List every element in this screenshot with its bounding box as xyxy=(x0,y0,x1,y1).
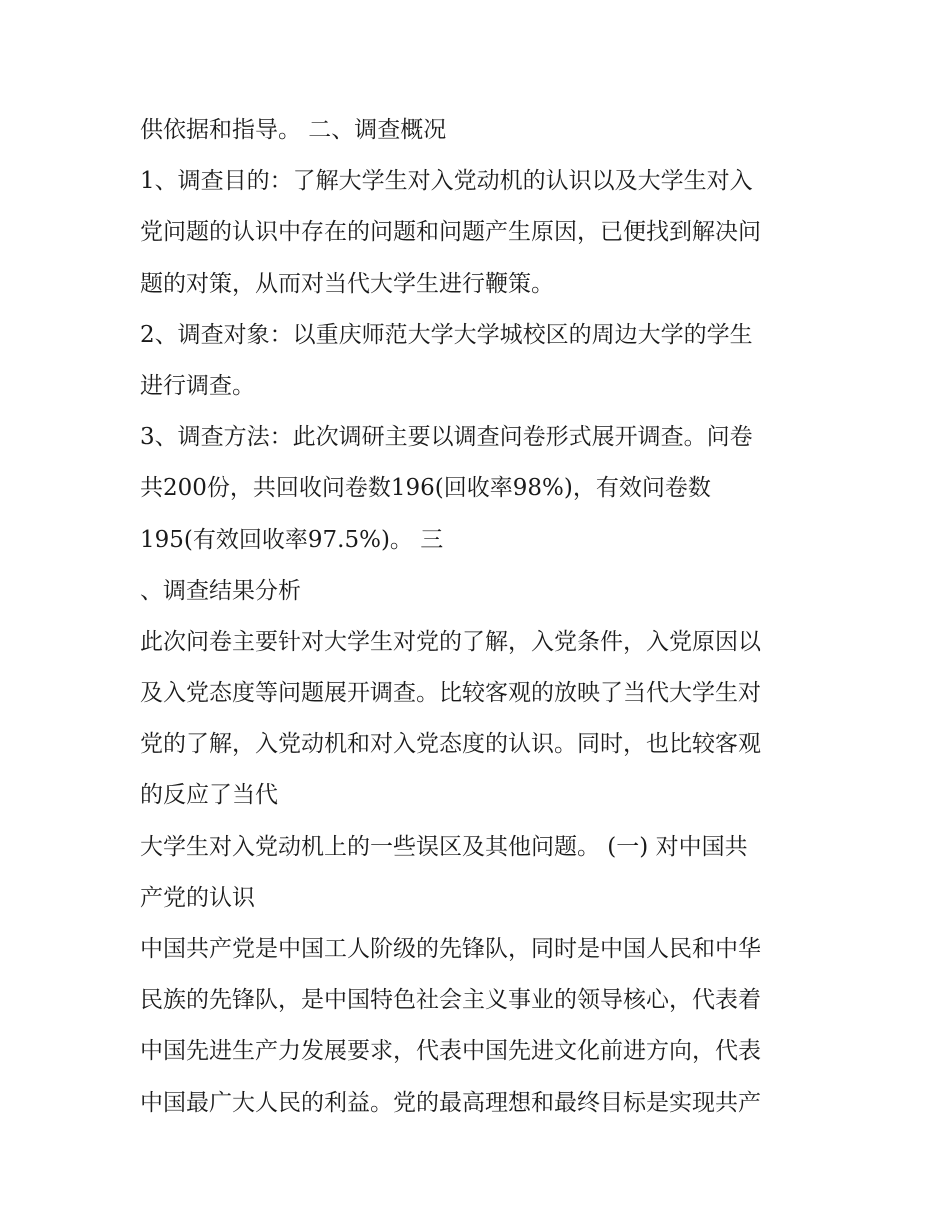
text-line: 195(有效回收率97.5%)。 三 xyxy=(140,526,444,553)
body-text xyxy=(140,105,820,1129)
text-line: 1、调查目的：了解大学生对入党动机的认识以及大学生对入 xyxy=(140,168,753,195)
text-line: 民族的先锋队，是中国特色社会主义事业的领导核心，代表着 xyxy=(140,987,761,1014)
text-line: 3、调查方法：此次调研主要以调查问卷形式展开调查。问卷 xyxy=(140,424,753,451)
text-line: 中国最广大人民的利益。党的最高理想和最终目标是实现共产 xyxy=(140,1089,761,1116)
text-line: 及入党态度等问题展开调查。比较客观的放映了当代大学生对 xyxy=(140,680,761,707)
text-line: 进行调查。 xyxy=(140,372,255,399)
text-line: 题的对策，从而对当代大学生进行鞭策。 xyxy=(140,270,554,297)
text-line: 的反应了当代 xyxy=(140,782,278,809)
text-line: 供依据和指导。 二、调查概况 xyxy=(140,117,447,143)
text-line: 2、调查对象：以重庆师范大学大学城校区的周边大学的学生 xyxy=(140,321,753,348)
text-line: 党问题的认识中存在的问题和问题产生原因，已便找到解决问 xyxy=(140,219,761,246)
section-heading: 产党的认识 xyxy=(140,884,255,911)
text-line: 中国先进生产力发展要求，代表中国先进文化前进方向，代表 xyxy=(140,1038,761,1065)
text-line: 共200份，共回收问卷数196(回收率98%)，有效问卷数 xyxy=(140,475,711,502)
text-line: 中国共产党是中国工人阶级的先锋队，同时是中国人民和中华 xyxy=(140,936,761,962)
text-line: 大学生对入党动机上的一些误区及其他问题。 (一) 对中国共 xyxy=(140,833,748,860)
section-heading: 、调查结果分析 xyxy=(140,577,301,604)
text-line: 党的了解，入党动机和对入党态度的认识。同时，也比较客观 xyxy=(140,731,761,758)
text-line: 此次问卷主要针对大学生对党的了解，入党条件，入党原因以 xyxy=(140,628,761,655)
